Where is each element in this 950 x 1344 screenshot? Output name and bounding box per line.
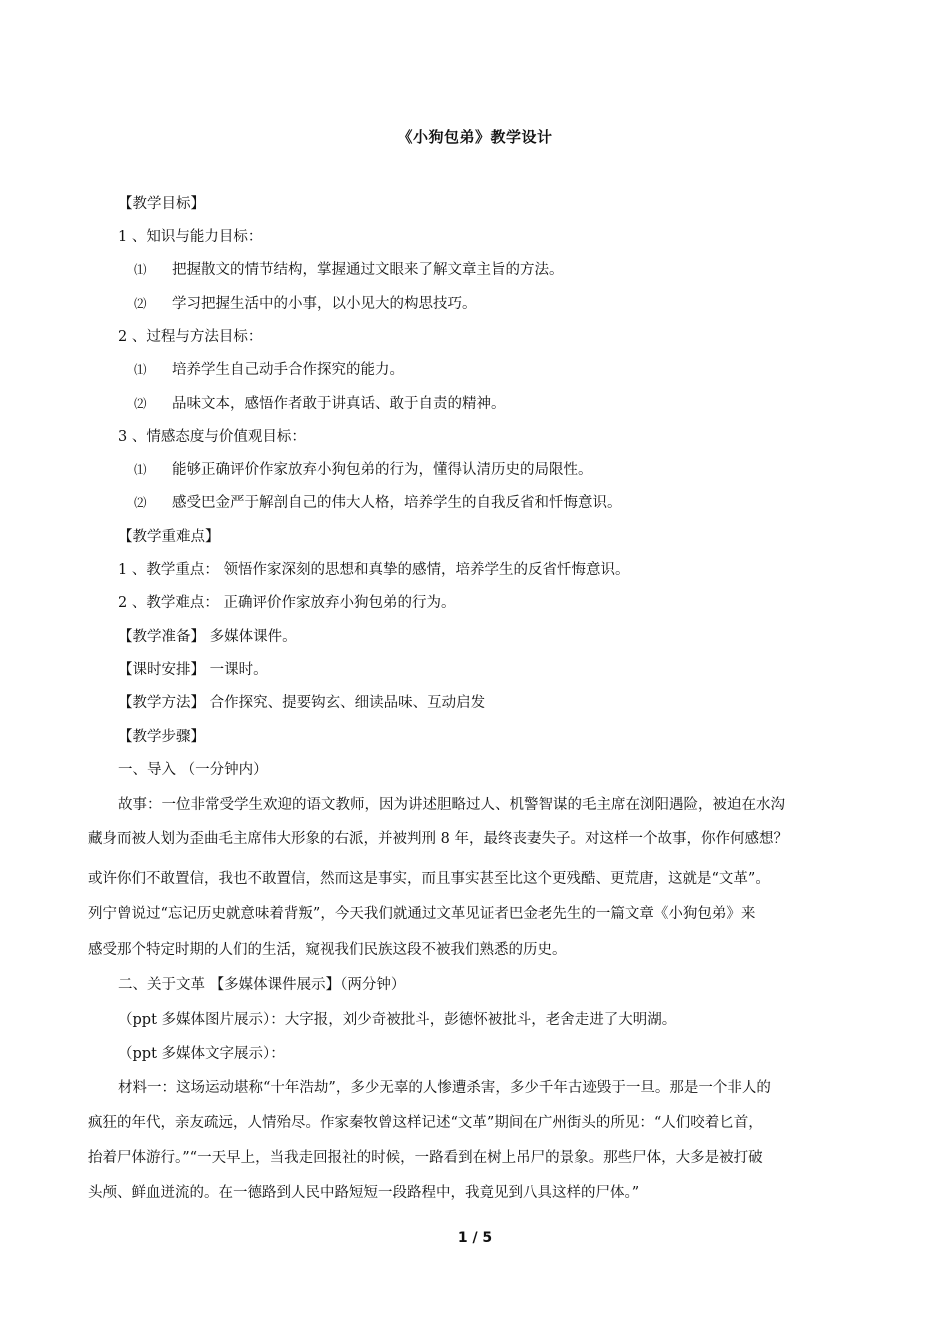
material-line: 头颅、鲜血迸流的。在一德路到人民中路短短一段路程中，我竟见到八具这样的尸体。” bbox=[88, 1185, 640, 1201]
page-number: 1 / 5 bbox=[457, 1230, 493, 1246]
step-2-heading: 二、关于文革 【多媒体课件展示】（两分钟） bbox=[118, 977, 406, 993]
goal-2-item-1 bbox=[134, 360, 404, 380]
goal-3-label: 3 、情感态度与价值观目标： bbox=[118, 429, 306, 445]
goal-1-item-2 bbox=[134, 294, 477, 314]
item-number: ⑴ bbox=[134, 462, 147, 477]
material-line: 抬着尸体游行。”“一天早上，当我走回报社的时候，一路看到在树上吊尸的景象。那些尸体，大多是被打破 bbox=[88, 1150, 763, 1166]
material-line: 疯狂的年代，亲友疏远，人情殆尽。作家秦牧曾这样记述“文革”期间在广州街头的所见：“人们咬着匕首， bbox=[88, 1115, 763, 1131]
step-1-line: 藏身而被人划为歪曲毛主席伟大形象的右派，并被判刑 8 年，最终丧妻失子。对这样一个故事，你作何感想？ bbox=[88, 831, 788, 847]
item-text: 培养学生自己动手合作探究的能力。 bbox=[172, 362, 404, 378]
item-number: ⑴ bbox=[134, 362, 147, 377]
item-text: 学习把握生活中的小事，以小见大的构思技巧。 bbox=[172, 296, 477, 312]
goal-2-item-2 bbox=[134, 394, 506, 414]
step-1-line: 或许你们不敢置信，我也不敢置信，然而这是事实，而且事实甚至比这个更残酷、更荒唐，这就是“文革”。 bbox=[88, 871, 770, 887]
goal-1-item-1 bbox=[134, 260, 564, 280]
item-number: ⑵ bbox=[134, 296, 147, 311]
steps-heading: 【教学步骤】 bbox=[118, 729, 205, 745]
step-1-heading: 一、导入 （一分钟内） bbox=[118, 762, 268, 778]
ppt-text-display: （ppt 多媒体文字展示）： bbox=[118, 1046, 285, 1062]
goal-1-label: 1 、知识与能力目标： bbox=[118, 229, 263, 245]
goal-3-item-2 bbox=[134, 493, 622, 513]
goal-2-label: 2 、过程与方法目标： bbox=[118, 329, 263, 345]
item-text: 能够正确评价作家放弃小狗包弟的行为，懂得认清历史的局限性。 bbox=[172, 462, 593, 478]
teaching-prep: 【教学准备】 多媒体课件。 bbox=[118, 629, 297, 645]
keypoint-focus: 1 、教学重点： 领悟作家深刻的思想和真挚的感情，培养学生的反省忏悔意识。 bbox=[118, 562, 630, 578]
goal-3-item-1 bbox=[134, 460, 593, 480]
item-text: 把握散文的情节结构，掌握通过文眼来了解文章主旨的方法。 bbox=[172, 262, 564, 278]
item-text: 感受巴金严于解剖自己的伟大人格，培养学生的自我反省和忏悔意识。 bbox=[172, 495, 622, 511]
keypoint-difficulty: 2 、教学难点： 正确评价作家放弃小狗包弟的行为。 bbox=[118, 595, 456, 611]
class-schedule: 【课时安排】 一课时。 bbox=[118, 662, 268, 678]
step-1-line: 感受那个特定时期的人们的生活，窥视我们民族这段不被我们熟悉的历史。 bbox=[88, 942, 567, 958]
item-number: ⑵ bbox=[134, 495, 147, 510]
keypoints-heading: 【教学重难点】 bbox=[118, 529, 220, 545]
material-line: 材料一：这场运动堪称“十年浩劫”，多少无辜的人惨遭杀害，多少千年古迹毁于一旦。那是一个非人的 bbox=[118, 1080, 771, 1096]
document-title: 《小狗包弟》教学设计 bbox=[397, 128, 553, 146]
item-number: ⑴ bbox=[134, 262, 147, 277]
item-number: ⑵ bbox=[134, 396, 147, 411]
step-1-line: 列宁曾说过“忘记历史就意味着背叛”，今天我们就通过文革见证者巴金老先生的一篇文章《小狗包弟》来 bbox=[88, 906, 756, 922]
step-1-line: 故事：一位非常受学生欢迎的语文教师，因为讲述胆略过人、机警智谋的毛主席在浏阳遇险，被迫在水沟 bbox=[118, 797, 785, 813]
teaching-method: 【教学方法】 合作探究、提要钩玄、细读品味、互动启发 bbox=[118, 695, 486, 711]
ppt-image-display: （ppt 多媒体图片展示）：大字报，刘少奇被批斗，彭德怀被批斗，老舍走进了大明湖。 bbox=[118, 1012, 677, 1028]
goals-heading: 【教学目标】 bbox=[118, 196, 205, 212]
item-text: 品味文本，感悟作者敢于讲真话、敢于自责的精神。 bbox=[172, 396, 506, 412]
